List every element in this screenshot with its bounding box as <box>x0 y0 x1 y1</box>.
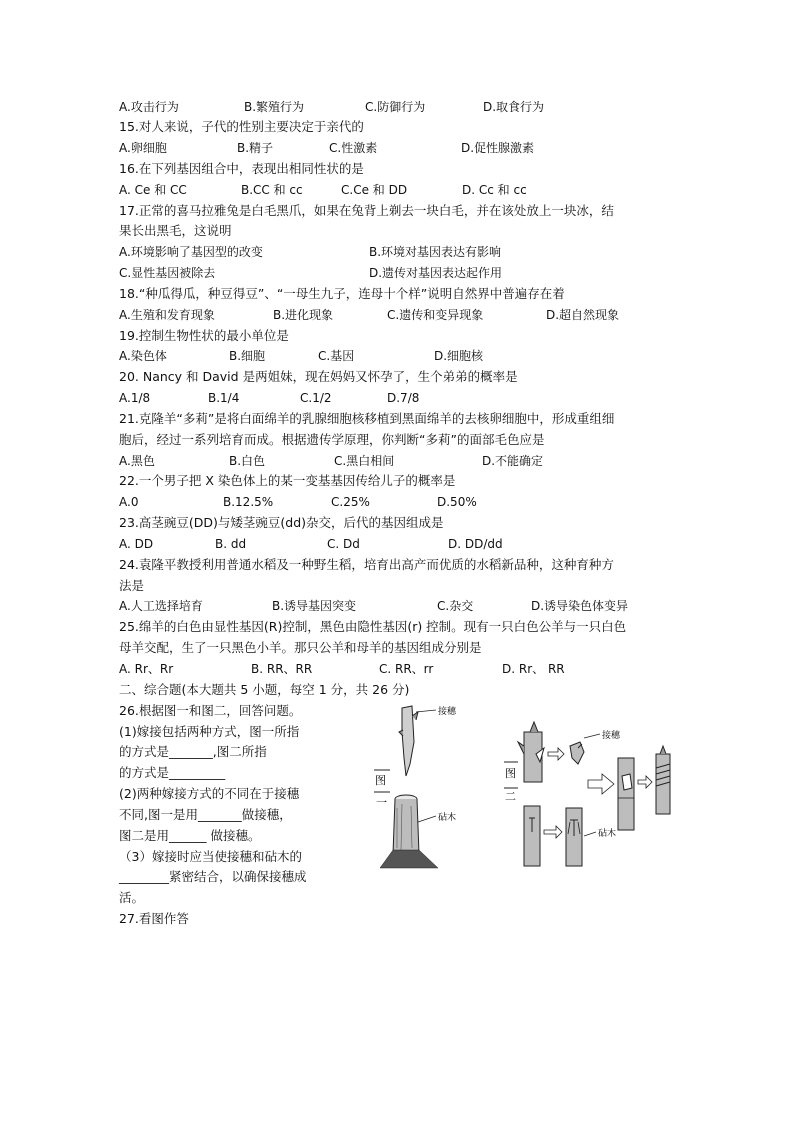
q26-part2-line-1: (2)两种嫁接方式的不同在于接穗 <box>119 786 300 801</box>
q16-option-c: C.Ce 和 DD <box>341 183 408 197</box>
q21-option-d: D.不能确定 <box>482 454 544 468</box>
question-18: 18.“种瓜得瓜，种豆得豆”、“一母生九子，连母十个样”说明自然界中普遍存在着 <box>119 286 565 301</box>
figure-1-label-top: 图 <box>375 774 386 787</box>
q21-option-b: B.白色 <box>229 454 266 468</box>
stock-pointer <box>584 832 596 836</box>
question-27: 27.看图作答 <box>119 911 189 926</box>
q14-option-b: B.繁殖行为 <box>244 100 305 114</box>
question-24-line-2: 法是 <box>119 578 145 593</box>
q24-option-d: D.诱导染色体变异 <box>531 599 629 613</box>
arrow-to-bud <box>548 748 564 760</box>
q16-option-d: D. Cc 和 cc <box>462 183 527 197</box>
q22-option-d: D.50% <box>437 495 477 509</box>
question-16: 16.在下列基因组合中，表现出相同性状的是 <box>119 161 364 176</box>
bud-scion <box>570 742 584 764</box>
q15-option-b: B.精子 <box>237 141 274 155</box>
question-25-line-2: 母羊交配，生了一只黑色小羊。那只公羊和母羊的基因组成分别是 <box>119 640 482 655</box>
question-24-line-1: 24.袁隆平教授利用普通水稻及一种野生稻，培育出高产而优质的水稻新品种，这种育种方 <box>119 557 614 572</box>
question-21-line-1: 21.克隆羊“多莉”是将白面绵羊的乳腺细胞核移植到黑面绵羊的去核卵细胞中，形成重组细 <box>119 411 615 426</box>
q21-option-a: A.黑色 <box>119 454 155 468</box>
figure-2-label-bottom: 二 <box>505 790 516 803</box>
q19-option-d: D.细胞核 <box>434 349 484 363</box>
question-22: 22.一个男子把 X 染色体上的某一变基基因传给儿子的概率是 <box>119 473 456 488</box>
q18-option-d: D.超自然现象 <box>546 308 620 322</box>
q15-option-a: A.卵细胞 <box>119 141 167 155</box>
bound-graft <box>656 746 670 814</box>
question-25-line-1: 25.绵羊的白色由显性基因(R)控制，黑色由隐性基因(r) 控制。现有一只白色公羊与一只白色 <box>119 619 627 634</box>
q14-option-c: C.防御行为 <box>365 100 426 114</box>
q14-option-a: A.攻击行为 <box>119 100 179 114</box>
question-23: 23.高茎豌豆(DD)与矮茎豌豆(dd)杂交，后代的基因组成是 <box>119 515 444 530</box>
stock-label: 砧木 <box>598 829 617 839</box>
question-26: 26.根据图一和图二，回答问题。 <box>119 703 302 718</box>
scion-pointer <box>416 710 436 712</box>
q24-option-a: A.人工选择培育 <box>119 599 203 613</box>
q23-option-d: D. DD/dd <box>448 537 503 551</box>
arrow-to-opened-stock <box>544 826 562 838</box>
stock-branch <box>524 806 540 866</box>
q15-option-d: D.促性腺激素 <box>461 141 535 155</box>
question-17-line-2: 果长出黑毛，这说明 <box>119 223 232 238</box>
section-2-heading: 二、综合题(本大题共 5 小题，每空 1 分，共 26 分) <box>119 682 410 697</box>
q25-option-c: C. RR、rr <box>379 662 434 676</box>
q25-option-b: B. RR、RR <box>251 662 313 676</box>
q15-option-c: C.性激素 <box>329 141 378 155</box>
q17-option-d: D.遗传对基因表达起作用 <box>369 266 503 280</box>
q23-option-b: B. dd <box>215 537 247 551</box>
figure-2-bud-grafting <box>500 718 675 872</box>
q26-part1-line-2: 的方式是_______,图二所指 <box>119 744 267 759</box>
q26-part3-line-2: ________紧密结合，以确保接穗成 <box>119 869 307 884</box>
q26-part1-line-3: 的方式是_________ <box>119 765 226 780</box>
bud-scion-pointer <box>584 734 600 738</box>
question-17-line-1: 17.正常的喜马拉雅兔是白毛黑爪，如果在兔背上剃去一块白毛，并在该处放上一块冰，结 <box>119 203 614 218</box>
q25-option-d: D. Rr、 RR <box>502 662 565 676</box>
q19-option-a: A.染色体 <box>119 349 167 363</box>
arrow-to-bound <box>638 776 652 788</box>
scion-label: 接穗 <box>438 707 457 717</box>
scion-shape <box>399 706 418 776</box>
q26-part3-line-1: （3）嫁接时应当使接穗和砧木的 <box>119 849 302 864</box>
q18-option-c: C.遗传和变异现象 <box>387 308 484 322</box>
q26-part3-line-3: 活。 <box>119 890 145 905</box>
q17-option-b: B.环境对基因表达有影响 <box>369 245 502 259</box>
figure-1-branch-grafting <box>366 698 486 870</box>
rootstock-pointer <box>418 816 436 822</box>
q22-option-b: B.12.5% <box>223 495 274 509</box>
q20-option-b: B.1/4 <box>208 391 240 405</box>
q26-part1-line-1: (1)嫁接包括两种方式，图一所指 <box>119 724 300 739</box>
q21-option-c: C.黑白相间 <box>334 454 395 468</box>
donor-branch <box>518 722 544 782</box>
q17-option-a: A.环境影响了基因型的改变 <box>119 245 263 259</box>
q19-option-b: B.细胞 <box>229 349 266 363</box>
q18-option-a: A.生殖和发育现象 <box>119 308 215 322</box>
figure-2-label-top: 图 <box>505 767 516 780</box>
inserted-bud-stock <box>618 758 634 830</box>
q17-option-c: C.显性基因被除去 <box>119 266 216 280</box>
q16-option-b: B.CC 和 cc <box>241 183 303 197</box>
q22-option-a: A.0 <box>119 495 139 509</box>
q20-option-c: C.1/2 <box>300 391 332 405</box>
rootstock-shape <box>380 795 438 868</box>
q24-option-b: B.诱导基因突变 <box>272 599 357 613</box>
q26-part2-line-2: 不同,图一是用_______做接穗， <box>119 807 292 822</box>
q23-option-a: A. DD <box>119 537 154 551</box>
question-20: 20. Nancy 和 David 是两姐妹，现在妈妈又怀孕了，生个弟弟的概率是 <box>119 369 518 384</box>
question-19: 19.控制生物性状的最小单位是 <box>119 328 289 343</box>
figure-1-label-bottom: 一 <box>376 796 387 809</box>
question-15: 15.对人来说，子代的性别主要决定于亲代的 <box>119 119 364 134</box>
q14-option-d: D.取食行为 <box>483 100 545 114</box>
arrow-to-inserted <box>588 774 614 794</box>
q25-option-a: A. Rr、Rr <box>119 662 174 676</box>
q23-option-c: C. Dd <box>327 537 360 551</box>
opened-stock <box>566 808 582 866</box>
q24-option-c: C.杂交 <box>437 599 474 613</box>
q20-option-d: D.7/8 <box>387 391 420 405</box>
q18-option-b: B.进化现象 <box>273 308 334 322</box>
q22-option-c: C.25% <box>331 495 370 509</box>
q19-option-c: C.基因 <box>318 349 355 363</box>
rootstock-label: 砧木 <box>438 813 457 823</box>
bud-scion-label: 接穗 <box>602 731 621 741</box>
q20-option-a: A.1/8 <box>119 391 151 405</box>
q26-part2-line-3: 图二是用______ 做接穗。 <box>119 828 261 843</box>
q16-option-a: A. Ce 和 CC <box>119 183 187 197</box>
question-21-line-2: 胞后，经过一系列培育而成。根据遗传学原理，你判断“多莉”的面部毛色应是 <box>119 432 545 447</box>
